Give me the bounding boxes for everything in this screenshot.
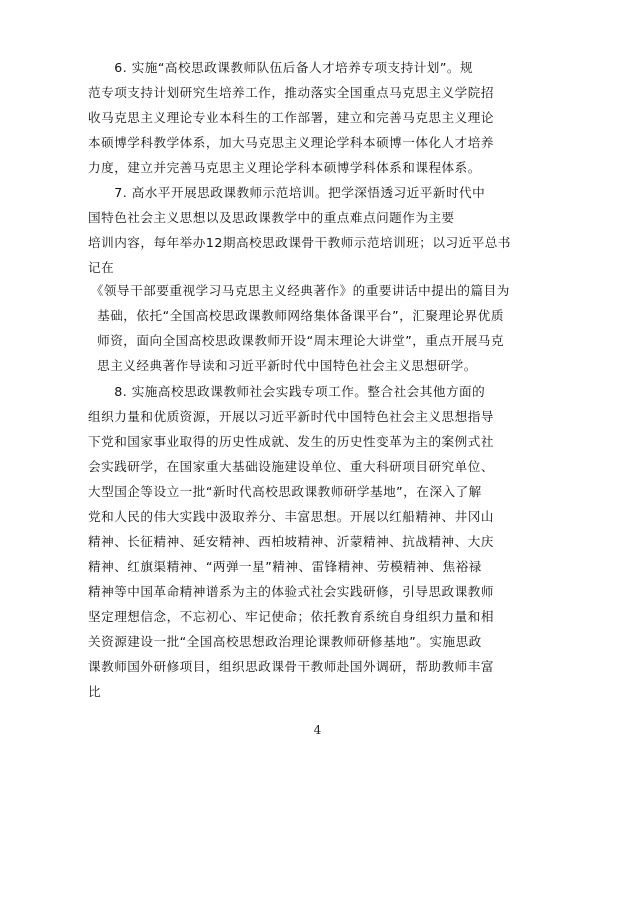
paragraph-8-line-8: 精神、红旗渠精神、“两弹一星”精神、雷锋精神、劳模精神、焦裕禄 xyxy=(88,559,482,574)
paragraph-7-line-3: 培训内容，每年举办12期高校思政课骨干教师示范培训班；以习近平总书 xyxy=(88,235,511,250)
paragraph-7-line-7: 师资，面向全国高校思政课教师开设“周末理论大讲堂”，重点开展马克 xyxy=(84,333,504,348)
paragraph-6-line-2: 范专项支持计划研究生培养工作，推动落实全国重点马克思主义学院招 xyxy=(88,85,494,100)
paragraph-8-line-9: 精神等中国革命精神谱系为主的体验式社会实践研修，引导思政课教师 xyxy=(88,584,494,599)
paragraph-7-line-4: 记在 xyxy=(88,260,115,275)
paragraph-6-line-3: 收马克思主义理论专业本科生的工作部署，建立和完善马克思主义理论 xyxy=(88,110,494,125)
paragraph-8-line-1: 8. 实施高校思政课教师社会实践专项工作。整合社会其他方面的 xyxy=(88,384,486,399)
paragraph-8-line-3: 下党和国家事业取得的历史性成就、发生的历史性变革为主的案例式社 xyxy=(88,434,494,449)
paragraph-8-line-11: 关资源建设一批“全国高校思想政治理论课教师研修基地”。实施思政 xyxy=(88,634,482,649)
paragraph-8-line-10: 坚定理想信念，不忘初心、牢记使命；依托教育系统自身组织力量和相 xyxy=(88,609,494,624)
page-number: 4 xyxy=(313,723,322,737)
paragraph-7-line-2: 国特色社会主义思想以及思政课教学中的重点难点问题作为主要 xyxy=(88,210,455,225)
paragraph-8-line-2: 组织力量和优质资源，开展以习近平新时代中国特色社会主义思想指导 xyxy=(88,409,494,424)
paragraph-7-line-1: 7. 高水平开展思政课教师示范培训。把学深悟透习近平新时代中 xyxy=(88,185,486,200)
paragraph-6-line-5: 力度，建立并完善马克思主义理论学科本硕博学科体系和课程体系。 xyxy=(88,160,481,175)
paragraph-8-line-7: 精神、长征精神、延安精神、西柏坡精神、沂蒙精神、抗战精神、大庆 xyxy=(88,534,494,549)
paragraph-7-line-8: 思主义经典著作导读和习近平新时代中国特色社会主义思想研学。 xyxy=(84,358,477,373)
paragraph-6-line-4: 本硕博学科教学体系，加大马克思主义理论学科本硕博一体化人才培养 xyxy=(88,135,494,150)
paragraph-8-line-6: 党和人民的伟大实践中汲取养分、丰富思想。开展以红船精神、井冈山 xyxy=(88,509,494,524)
paragraph-7-line-6: 基础，依托“全国高校思政课教师网络集体备课平台”，汇聚理论界优质 xyxy=(84,308,504,323)
paragraph-8-line-5: 大型国企等设立一批“新时代高校思政课教师研学基地”，在深入了解 xyxy=(88,484,482,499)
paragraph-8-line-4: 会实践研学，在国家重大基础设施建设单位、重大科研项目研究单位、 xyxy=(88,459,494,474)
paragraph-6-line-1: 6. 实施“高校思政课教师队伍后备人才培养专项支持计划”。规 xyxy=(88,60,474,75)
paragraph-7-line-5: 《领导干部要重视学习马克思主义经典著作》的重要讲话中提出的篇目为 xyxy=(84,283,510,298)
paragraph-8-line-12: 课教师国外研修项目，组织思政课骨干教师赴国外调研，帮助教师丰富 xyxy=(88,659,494,674)
paragraph-8-line-13: 比 xyxy=(88,684,102,699)
